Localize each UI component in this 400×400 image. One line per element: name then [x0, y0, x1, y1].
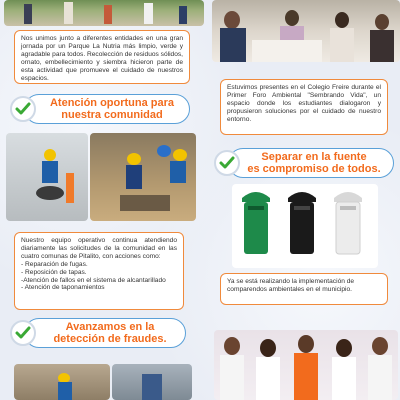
park-cleanup-text [14, 30, 190, 84]
sidewalk-hole-scene [6, 133, 88, 221]
meter-scene [112, 364, 192, 400]
operations-item: -Atención de fallos en el sistema de alcantarillado [21, 276, 166, 284]
black-bin [288, 192, 316, 254]
fraud-photo-right [112, 364, 192, 400]
section-title-attention-line2: nuestra comunidad [61, 109, 163, 122]
recycling-bins-panel [232, 184, 378, 268]
group-photo [214, 330, 398, 400]
green-bin [242, 192, 270, 254]
operations-item: - Reparación de fugas. [21, 260, 88, 268]
comparendos-paragraph: Ya se está realizando la implementación de comparendos ambientales en el municipio. [227, 278, 355, 293]
operations-intro: Nuestro equipo operativo continua atendiendo diariamente las solicitudes de la comunidad en las cuatro comunas de Pitalito, con acciones como: [21, 237, 177, 260]
forum-text [220, 79, 388, 135]
park-cleanup-photo [4, 0, 204, 26]
operations-text [14, 232, 184, 310]
section-title-attention-line1: Atención oportuna para [49, 97, 175, 109]
comparendos-text [220, 273, 388, 305]
section-title-fraud [36, 321, 184, 345]
check-icon [10, 96, 36, 122]
people-silhouettes [4, 0, 204, 26]
repair-photo-left [6, 133, 88, 221]
fraud-photo-left [14, 364, 110, 400]
group-of-women [214, 330, 398, 400]
section-title-fraud-line2: detección de fraudes. [53, 333, 167, 346]
white-bin [334, 192, 362, 254]
forum-paragraph: Estuvimos presentes en el Colegio Freire durante el Primer Foro Ambiental "Sembrando Vida", un espacio donde los estudiantes dialogaron y propusieron soluciones por el cuidado de nuestro entorno. [227, 84, 381, 123]
recycling-bins [232, 184, 378, 268]
check-icon [10, 320, 36, 346]
forum-photo [212, 0, 400, 62]
operations-item: - Atención de taponamientos [21, 284, 105, 292]
repair-photo-right [90, 133, 196, 221]
section-title-separate-line1: Separar en la fuente [261, 151, 367, 163]
section-title-separate [236, 151, 392, 175]
forum-attendees [212, 0, 400, 62]
excavation-scene [90, 133, 196, 221]
section-title-fraud-line1: Avanzamos en la [65, 321, 155, 333]
operations-item: - Reposición de tapas. [21, 268, 87, 276]
section-title-attention [36, 97, 188, 121]
inspection-scene [14, 364, 110, 400]
section-title-separate-line2: es compromiso de todos. [247, 163, 381, 176]
park-cleanup-paragraph: Nos unimos junto a diferentes entidades en una gran jornada por un Parque La Nutria más limpio, verde y agradable para todos. Recolección de residuos sólidos, ornato, embellecimiento y siembra hicieron parte de esta actividad que promueve el cuidado de nuestros espacios. [21, 35, 184, 82]
